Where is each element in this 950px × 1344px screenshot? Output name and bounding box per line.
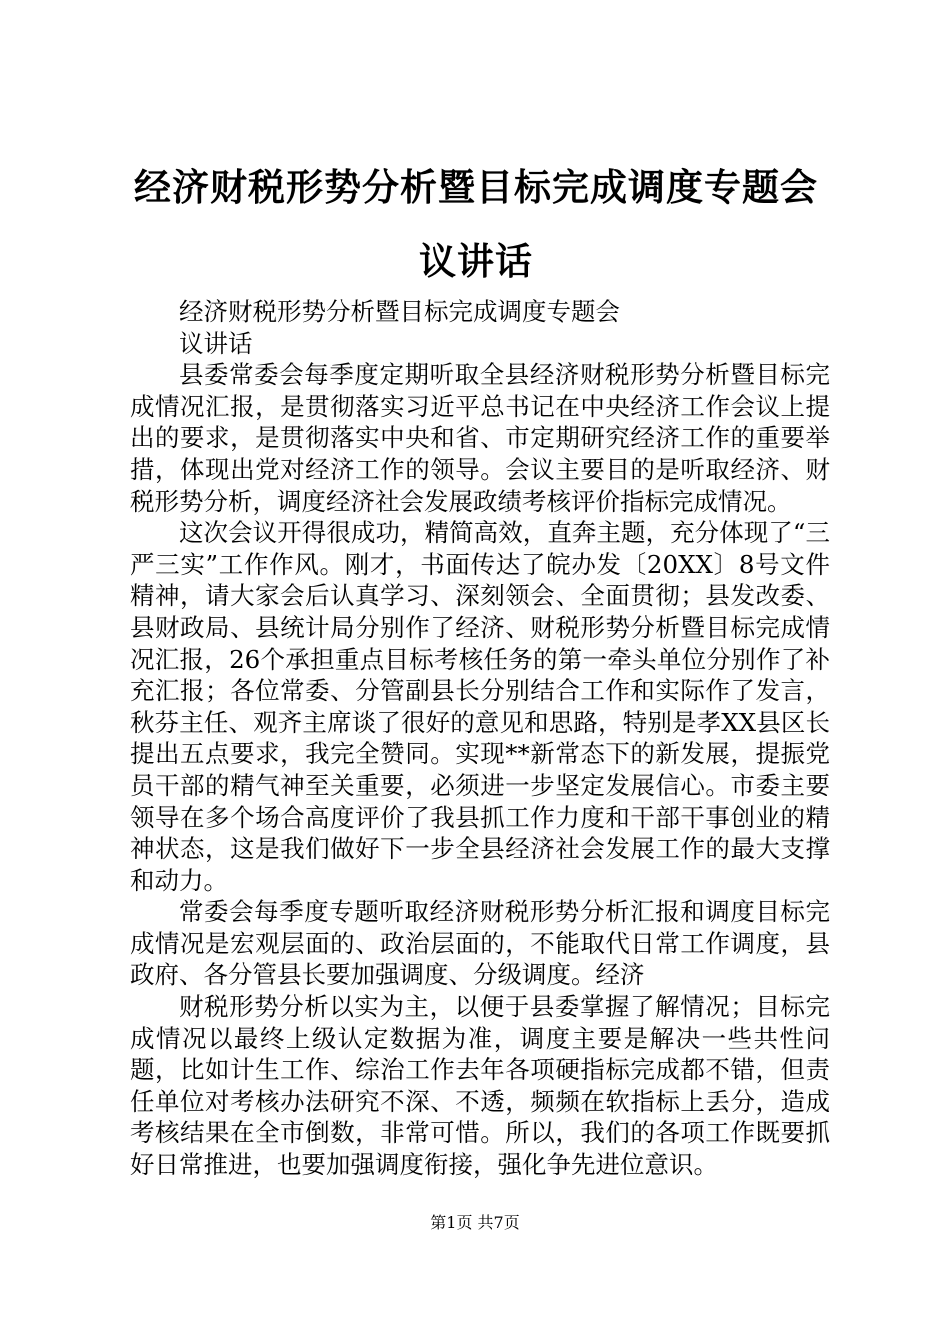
paragraph-subtitle-line-2: 议讲话 — [179, 328, 253, 358]
paragraph: 县委常委会每季度定期听取全县经济财税形势分析暨目标完成情况汇报，是贯彻落实习近平总书记在中央经济工作会议上提出的要求，是贯彻落实中央和省、市定期研究经济工作的重要举措，体现出党对经济工作的领导。会议主要目的是听取经济、财税形势分析，调度经济社会发展政绩考核评价指标完成情况。 — [130, 360, 830, 516]
paragraph: 财税形势分析以实为主，以便于县委掌握了解情况；目标完成情况以最终上级认定数据为准，调度主要是解决一些共性问题，比如计生工作、综治工作去年各项硬指标完成都不错，但责任单位对考核办法研究不深、不透，频频在软指标上丢分，造成考核结果在全市倒数，非常可惜。所以，我们的各项工作既要抓好日常推进，也要加强调度衔接，强化争先进位意识。 — [130, 992, 830, 1180]
page-footer: 第1页 共7页 — [430, 1213, 520, 1232]
document-body — [130, 296, 830, 1181]
paragraph: 这次会议开得很成功，精简高效，直奔主题，充分体现了“三严三实”工作作风。刚才，书面传达了皖办发〔20XX〕8号文件精神，请大家会后认真学习、深刻领会、全面贯彻；县发改委、县财政局、县统计局分别作了经济、财税形势分析暨目标完成情况汇报，26个承担重点目标考核任务的第一牵头单位分别作了补充汇报；各位常委、分管副县长分别结合工作和实际作了发言，秋芬主任、观齐主席谈了很好的意见和思路，特别是孝XX县区长提出五点要求，我完全赞同。实现**新常态下的新发展，提振党员干部的精气神至关重要，必须进一步坚定发展信心。市委主要领导在多个场合高度评价了我县抓工作力度和干部干事创业的精神状态，这是我们做好下一步全县经济社会发展工作的最大支撑和动力。 — [130, 518, 830, 895]
paragraph: 常委会每季度专题听取经济财税形势分析汇报和调度目标完成情况是宏观层面的、政治层面的，不能取代日常工作调度，县政府、各分管县长要加强调度、分级调度。经济 — [130, 897, 830, 990]
paragraph-subtitle-line-1: 经济财税形势分析暨目标完成调度专题会 — [179, 297, 620, 326]
document-title: 经济财税形势分析暨目标完成调度专题会议讲话 — [134, 165, 818, 283]
